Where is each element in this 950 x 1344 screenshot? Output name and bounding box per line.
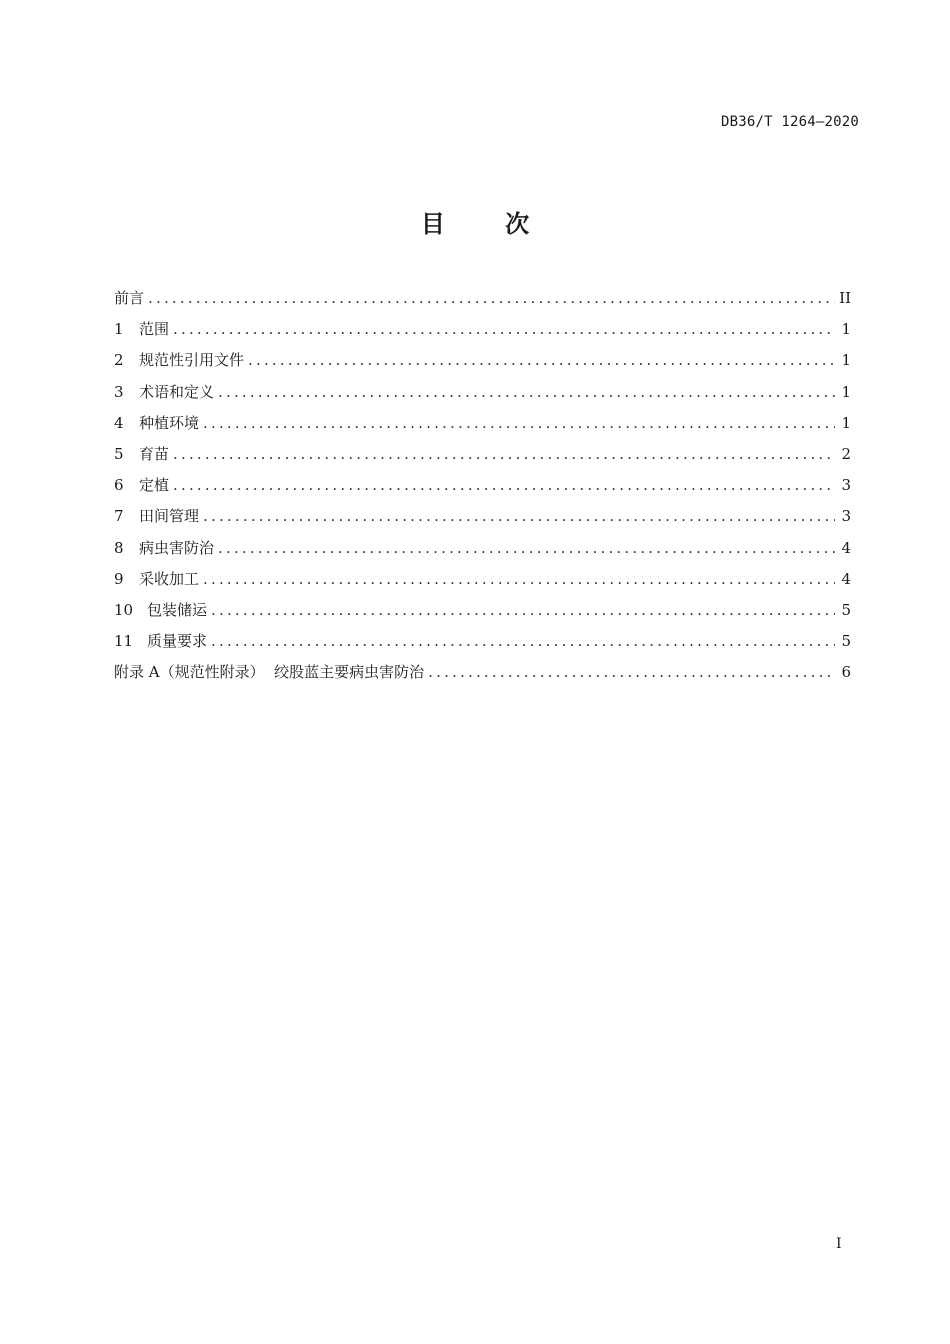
toc-entry-number: 6 <box>114 476 124 495</box>
toc-entry-label: 病虫害防治 <box>139 538 215 557</box>
toc-entry-number: 1 <box>114 320 124 339</box>
toc-entry-page: 1 <box>841 320 851 339</box>
toc-entry-label: 种植环境 <box>139 413 200 432</box>
toc-entry-9[interactable] <box>114 567 851 598</box>
toc-leader-dots <box>428 660 835 684</box>
toc-entry-number: 8 <box>114 538 124 557</box>
toc-heading-char-2: 次 <box>505 210 530 238</box>
toc-entry-number: 11 <box>114 632 134 651</box>
toc-entry-page: 1 <box>841 413 851 432</box>
toc-entry-page: 4 <box>841 538 851 557</box>
document-code: DB36/T 1264—2020 <box>720 114 859 130</box>
toc-entry-page: 4 <box>841 569 851 588</box>
toc-entry-page: II <box>839 289 851 307</box>
toc-entry-page: 1 <box>841 382 851 401</box>
table-of-contents <box>114 286 851 691</box>
toc-leader-dots <box>211 629 835 653</box>
toc-entry-label: 范围 <box>139 320 170 339</box>
toc-entry-10[interactable] <box>114 598 851 629</box>
toc-heading <box>0 204 950 239</box>
toc-entry-number: 2 <box>114 351 124 370</box>
page-number: I <box>836 1236 842 1252</box>
toc-entry-4[interactable] <box>114 411 851 442</box>
toc-entry-8[interactable] <box>114 536 851 567</box>
toc-entry-5[interactable] <box>114 442 851 473</box>
toc-entry-label: 定植 <box>139 476 170 495</box>
toc-entry-label: 术语和定义 <box>139 382 215 401</box>
toc-entry-foreword[interactable] <box>114 286 851 317</box>
toc-entry-page: 3 <box>841 507 851 526</box>
toc-leader-dots <box>173 442 835 466</box>
toc-leader-dots <box>173 317 835 341</box>
toc-entry-label: 前言 <box>114 289 145 307</box>
toc-leader-dots <box>203 504 835 528</box>
toc-heading-char-1: 目 <box>420 210 445 238</box>
toc-entry-number: 7 <box>114 507 124 526</box>
toc-leader-dots <box>218 380 835 404</box>
toc-entry-label: 采收加工 <box>139 569 200 588</box>
toc-entry-number: 9 <box>114 569 124 588</box>
toc-entry-number: 10 <box>114 600 134 619</box>
toc-entry-page: 1 <box>841 351 851 370</box>
toc-leader-dots <box>248 348 835 372</box>
toc-entry-appendix-a[interactable] <box>114 660 851 691</box>
toc-entry-label: 附录 A（规范性附录） 绞股蓝主要病虫害防治 <box>114 663 425 682</box>
toc-leader-dots <box>211 598 835 622</box>
toc-entry-page: 6 <box>841 663 851 682</box>
toc-entry-3[interactable] <box>114 380 851 411</box>
toc-entry-number: 5 <box>114 444 124 463</box>
toc-leader-dots <box>173 473 835 497</box>
toc-entry-label: 包装储运 <box>147 600 208 619</box>
toc-entry-label: 质量要求 <box>147 632 208 651</box>
toc-entry-page: 2 <box>841 444 851 463</box>
toc-leader-dots <box>203 567 835 591</box>
toc-leader-dots <box>148 286 835 310</box>
toc-entry-label: 田间管理 <box>139 507 200 526</box>
toc-entry-6[interactable] <box>114 473 851 504</box>
toc-entry-number: 4 <box>114 413 124 432</box>
toc-entry-page: 5 <box>841 600 851 619</box>
toc-entry-1[interactable] <box>114 317 851 348</box>
toc-entry-label: 育苗 <box>139 444 170 463</box>
toc-entry-11[interactable] <box>114 629 851 660</box>
toc-entry-number: 3 <box>114 382 124 401</box>
toc-entry-page: 3 <box>841 476 851 495</box>
toc-entry-2[interactable] <box>114 348 851 379</box>
toc-leader-dots <box>203 411 835 435</box>
toc-entry-page: 5 <box>841 632 851 651</box>
toc-entry-label: 规范性引用文件 <box>139 351 245 370</box>
toc-entry-7[interactable] <box>114 504 851 535</box>
toc-leader-dots <box>218 536 835 560</box>
